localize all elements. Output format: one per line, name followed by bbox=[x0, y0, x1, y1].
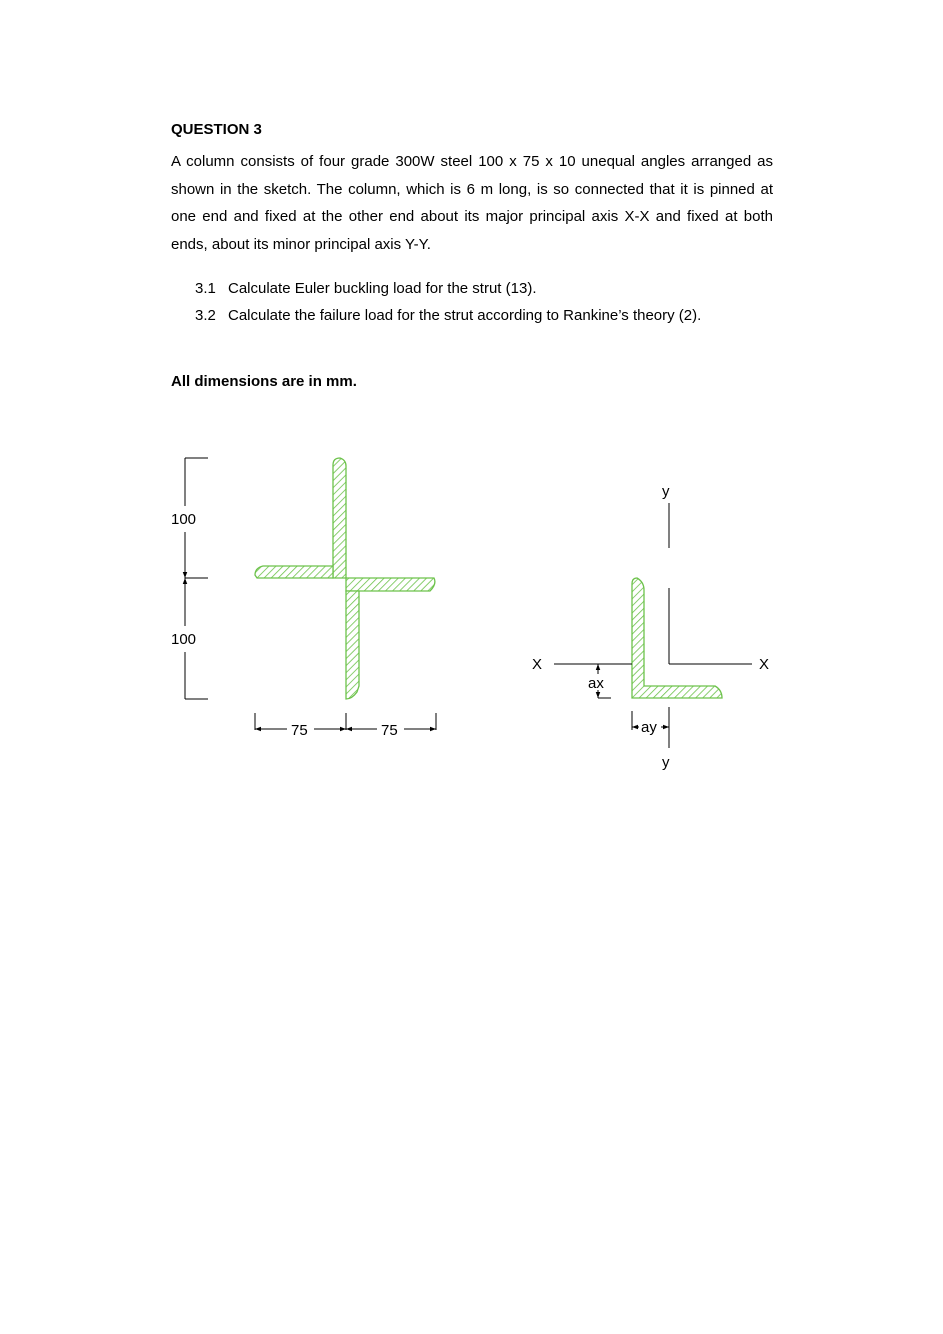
task-list bbox=[195, 278, 701, 332]
task-item bbox=[195, 278, 701, 305]
task-text: Calculate Euler buckling load for the strut (13). bbox=[228, 280, 537, 297]
angle-leg-lower bbox=[346, 591, 359, 699]
label-ax: ax bbox=[588, 675, 604, 692]
single-angle-section bbox=[632, 578, 722, 698]
axis-label-y-bottom: y bbox=[662, 754, 670, 771]
question-heading: QUESTION 3 bbox=[171, 121, 262, 138]
dimensions-note: All dimensions are in mm. bbox=[171, 373, 357, 390]
question-body: A column consists of four grade 300W steel 100 x 75 x 10 unequal angles arranged as shown in the sketch. The column, which is 6 m long, is so connected that it is pinned at one end and fixed at the other end about its major principal axis X-X and fixed at both ends, about its minor principal axis Y-Y. bbox=[171, 153, 773, 253]
label-ay: ay bbox=[641, 719, 657, 736]
dim-label-100-lower: 100 bbox=[171, 631, 197, 648]
dim-label-75-right: 75 bbox=[381, 722, 398, 739]
task-number: 3.1 bbox=[195, 280, 216, 297]
task-number: 3.2 bbox=[195, 307, 216, 324]
cruciform-section bbox=[255, 458, 435, 699]
task-text: Calculate the failure load for the strut according to Rankine’s theory (2). bbox=[228, 307, 702, 324]
vertical-dimension bbox=[185, 458, 208, 699]
horizontal-dimension bbox=[255, 713, 436, 730]
angle-leg-upper bbox=[333, 458, 346, 578]
angle-leg-left bbox=[255, 566, 333, 578]
task-item bbox=[195, 305, 701, 332]
axis-label-x-left: X bbox=[532, 656, 543, 673]
principal-axes bbox=[554, 503, 752, 748]
axis-label-y-top: y bbox=[662, 483, 670, 500]
angle-leg-right bbox=[346, 578, 435, 591]
angle-profile bbox=[632, 578, 722, 698]
dim-label-75-left: 75 bbox=[291, 722, 308, 739]
axis-label-x-right: X bbox=[759, 656, 770, 673]
dim-label-100-upper: 100 bbox=[171, 511, 197, 528]
